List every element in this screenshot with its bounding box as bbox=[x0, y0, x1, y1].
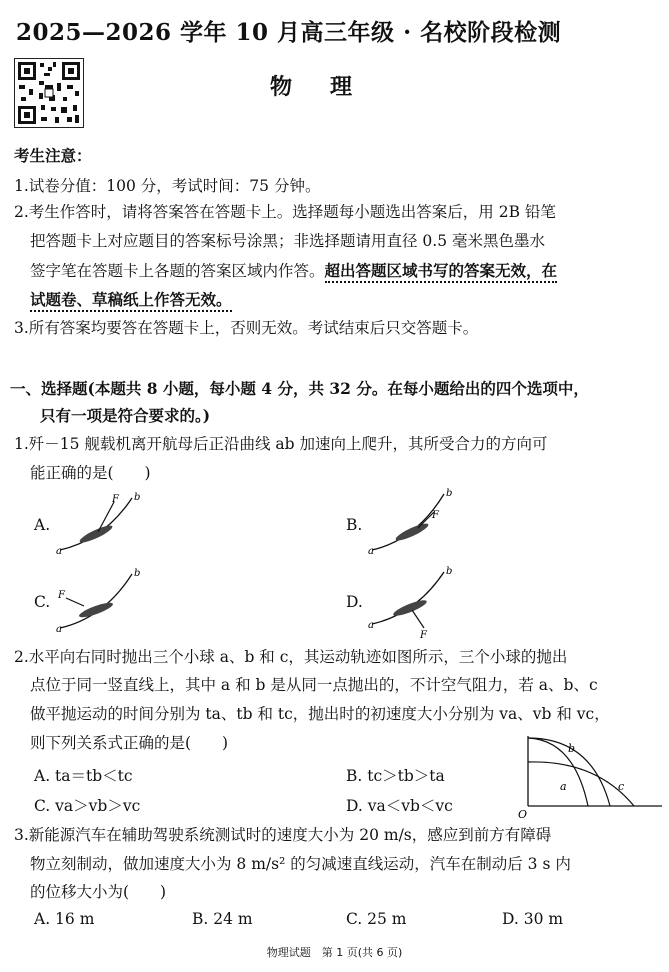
q3-option-c: C. 25 m bbox=[346, 910, 407, 928]
q2-stem-cont3: 则下列关系式正确的是( ) bbox=[30, 734, 229, 752]
notice-item-3: 3.所有答案均要答在答题卡上，否则无效。考试结束后只交答题卡。 bbox=[14, 319, 479, 337]
q1-figure-b bbox=[366, 488, 456, 558]
q1-fig-d-a: a bbox=[368, 620, 374, 631]
page-footer: 物理试题 第 1 页(共 6 页) bbox=[266, 946, 403, 959]
q2-option-a: A. ta＝tb＜tc bbox=[34, 767, 133, 785]
q1-fig-d-F: F bbox=[420, 630, 427, 638]
qr-code-icon bbox=[14, 58, 84, 128]
q2-fig-a: a bbox=[560, 780, 567, 793]
q1-option-c-label: C. bbox=[34, 593, 51, 611]
exam-title: 2025—2026 学年 10 月高三年级 · 名校阶段检测 bbox=[16, 19, 562, 46]
q1-fig-b-a: a bbox=[368, 546, 374, 557]
q2-stem: 2.水平向右同时抛出三个小球 a、b 和 c，其运动轨迹如图所示，三个小球的抛出 bbox=[14, 648, 568, 666]
q3-option-d: D. 30 m bbox=[502, 910, 564, 928]
notice-item-2-cont2 bbox=[30, 255, 557, 287]
section-heading: 一、选择题(本题共 8 小题，每小题 4 分，共 32 分。在每小题给出的四个选项中， bbox=[10, 379, 589, 398]
q1-figure-c bbox=[54, 566, 144, 636]
q1-fig-d-b: b bbox=[446, 566, 453, 577]
q2-option-d: D. va＜vb＜vc bbox=[346, 797, 453, 815]
q3-option-b: B. 24 m bbox=[192, 910, 253, 928]
q1-fig-c-a: a bbox=[56, 624, 62, 635]
notice-item-1: 1.试卷分值：100 分，考试时间：75 分钟。 bbox=[14, 177, 321, 195]
q2-trajectory-figure bbox=[516, 732, 664, 822]
q2-fig-b: b bbox=[568, 742, 576, 755]
q1-stem: 1.歼－15 舰载机离开航母后正沿曲线 ab 加速向上爬升，其所受合力的方向可 bbox=[14, 435, 548, 453]
q2-fig-O: O bbox=[518, 808, 528, 821]
notice-item-2-cont: 把答题卡上对应题目的答案标号涂黑；非选择题请用直径 0.5 毫米黑色墨水 bbox=[30, 232, 546, 250]
q1-fig-a-F: F bbox=[112, 494, 119, 505]
notice-heading: 考生注意： bbox=[14, 146, 92, 165]
subject-title: 物理 bbox=[270, 74, 391, 100]
q3-stem-cont2: 的位移大小为( ) bbox=[30, 883, 167, 901]
q2-option-c: C. va＞vb＞vc bbox=[34, 797, 141, 815]
q1-fig-b-F: F bbox=[432, 510, 439, 521]
q1-figure-a bbox=[54, 488, 144, 558]
q1-stem-cont: 能正确的是( ) bbox=[30, 464, 151, 482]
q3-option-a: A. 16 m bbox=[34, 910, 95, 928]
q2-stem-cont: 点位于同一竖直线上，其中 a 和 b 是从同一点抛出的，不计空气阻力，若 a、b、c bbox=[30, 676, 598, 694]
q3-stem: 3.新能源汽车在辅助驾驶系统测试时的速度大小为 20 m/s，感应到前方有障碍 bbox=[14, 826, 552, 844]
notice-item-2: 2.考生作答时，请将答案答在答题卡上。选择题每小题选出答案后，用 2B 铅笔 bbox=[14, 203, 556, 221]
q2-fig-c: c bbox=[618, 780, 625, 793]
q1-fig-a-b: b bbox=[134, 492, 141, 503]
notice-text: 签字笔在答题卡上各题的答案区域内作答。 bbox=[30, 262, 325, 280]
q1-fig-c-F: F bbox=[58, 590, 65, 601]
q1-fig-b-b: b bbox=[446, 488, 453, 499]
q1-fig-c-b: b bbox=[134, 568, 141, 579]
q2-stem-cont2: 做平抛运动的时间分别为 ta、tb 和 tc，抛出时的初速度大小分别为 va、vb 和 vc， bbox=[30, 705, 610, 723]
q2-option-b: B. tc＞tb＞ta bbox=[346, 767, 445, 785]
notice-emphasis: 超出答题区域书写的答案无效，在 bbox=[325, 261, 558, 283]
q1-figure-d bbox=[366, 566, 456, 638]
section-heading-cont: 只有一项是符合要求的。) bbox=[40, 406, 211, 425]
q1-option-d-label: D. bbox=[346, 593, 363, 611]
q1-fig-a-a: a bbox=[56, 546, 62, 557]
q1-option-a-label: A. bbox=[34, 516, 51, 534]
q1-option-b-label: B. bbox=[346, 516, 363, 534]
q3-stem-cont: 物立刻制动，做加速度大小为 8 m/s² 的匀减速直线运动，汽车在制动后 3 s 内 bbox=[30, 855, 571, 873]
notice-emphasis-2: 试题卷、草稿纸上作答无效。 bbox=[30, 290, 232, 312]
notice-item-2-cont3 bbox=[30, 284, 232, 316]
